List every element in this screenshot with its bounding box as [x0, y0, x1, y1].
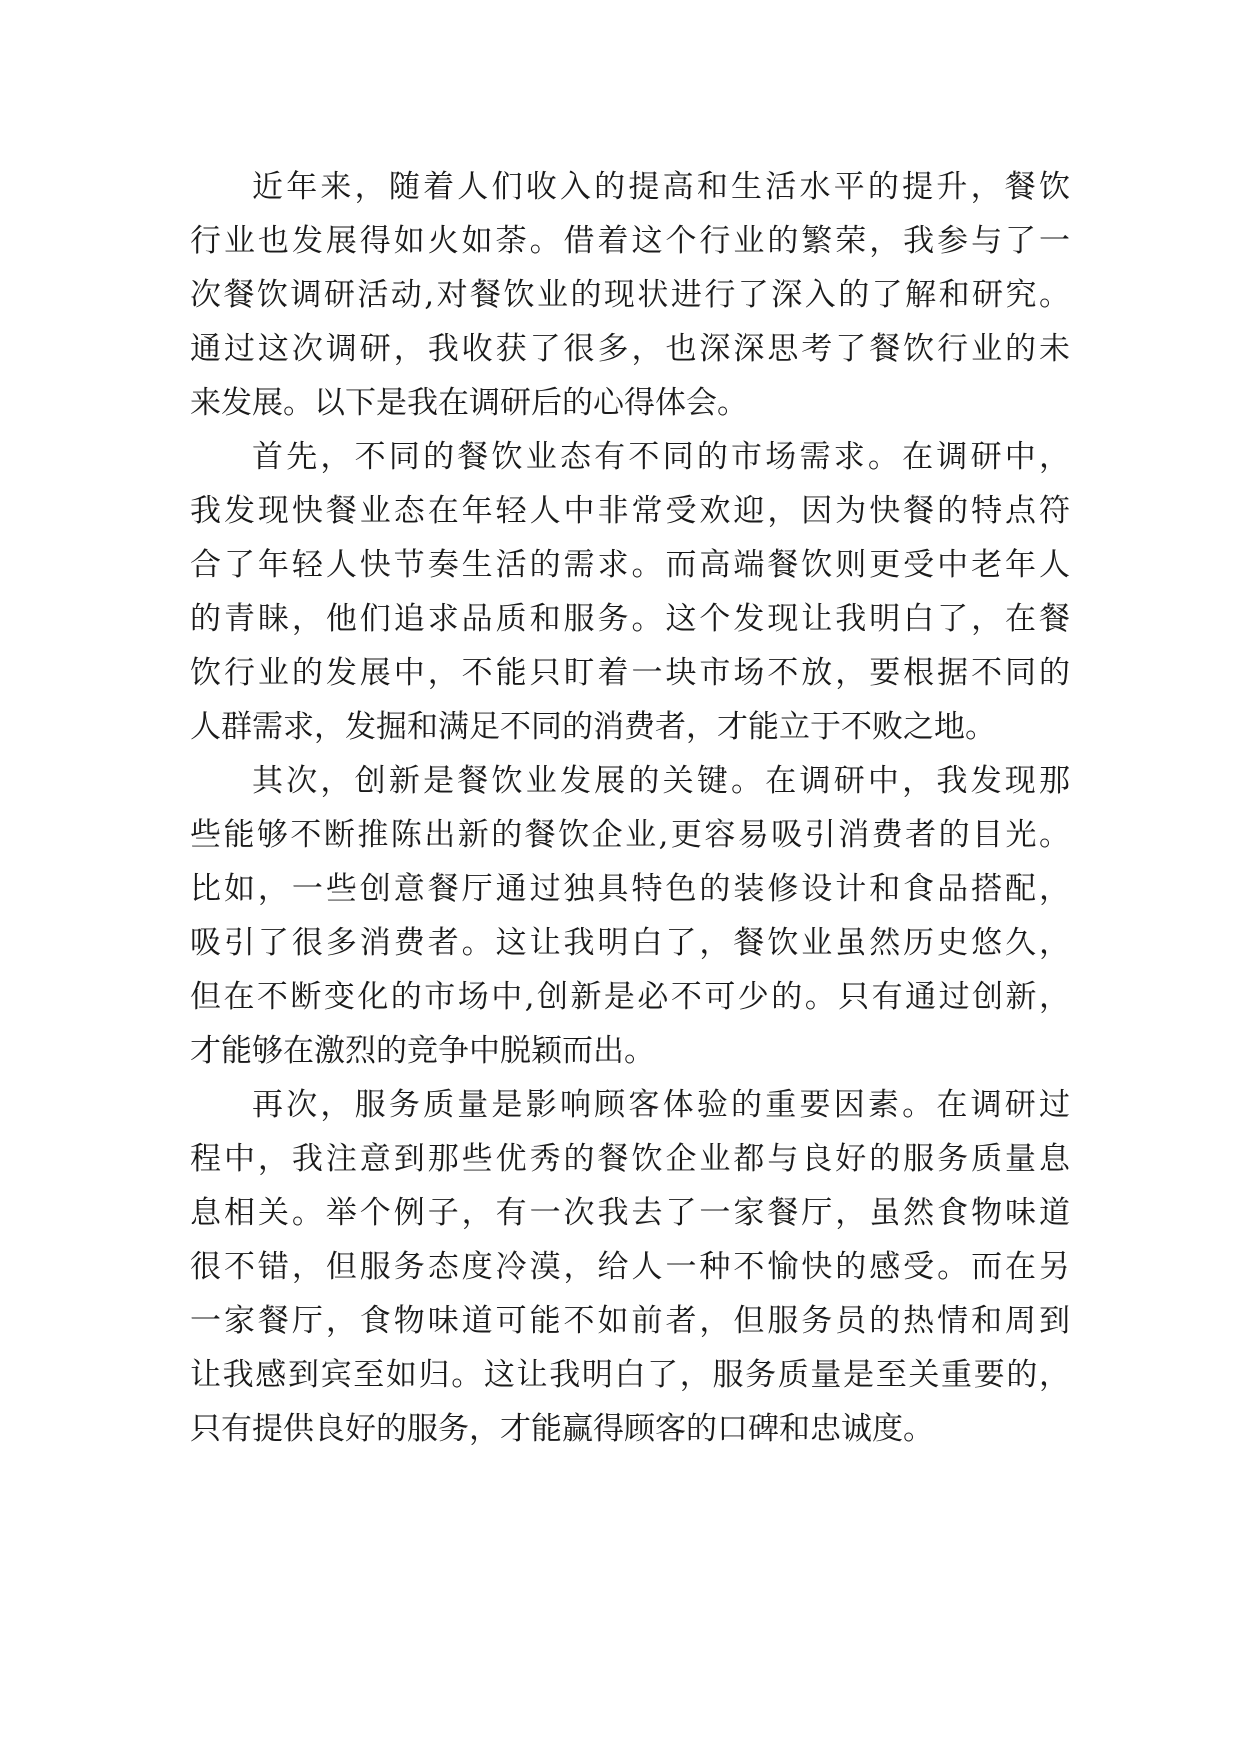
text-line: 息相关。举个例子，有一次我去了一家餐厅，虽然食物味道: [190, 1195, 1070, 1231]
text-line: 饮行业的发展中，不能只盯着一块市场不放，要根据不同的: [190, 655, 1070, 691]
text-line: 程中，我注意到那些优秀的餐饮企业都与良好的服务质量息: [190, 1141, 1070, 1177]
text-line: 再次，服务质量是影响顾客体验的重要因素。在调研过: [252, 1087, 1070, 1123]
text-line: 让我感到宾至如归。这让我明白了，服务质量是至关重要的，: [190, 1357, 1070, 1393]
text-line: 人群需求，发掘和满足不同的消费者，才能立于不败之地。: [190, 709, 996, 745]
document-body: [190, 160, 1070, 1456]
text-line: 些能够不断推陈出新的餐饮企业,更容易吸引消费者的目光。: [190, 817, 1070, 853]
text-line: 次餐饮调研活动,对餐饮业的现状进行了深入的了解和研究。: [190, 277, 1070, 313]
text-line: 来发展。以下是我在调研后的心得体会。: [190, 385, 748, 421]
text-line: 行业也发展得如火如荼。借着这个行业的繁荣，我参与了一: [190, 223, 1070, 259]
text-line: 的青睐，他们追求品质和服务。这个发现让我明白了，在餐: [190, 601, 1070, 637]
text-line: 只有提供良好的服务，才能赢得顾客的口碑和忠诚度。: [190, 1411, 934, 1447]
text-line: 我发现快餐业态在年轻人中非常受欢迎，因为快餐的特点符: [190, 493, 1070, 529]
text-line: 合了年轻人快节奏生活的需求。而高端餐饮则更受中老年人: [190, 547, 1070, 583]
text-line: 其次，创新是餐饮业发展的关键。在调研中，我发现那: [252, 763, 1070, 799]
text-line: 比如，一些创意餐厅通过独具特色的装修设计和食品搭配，: [190, 871, 1070, 907]
text-line: 近年来，随着人们收入的提高和生活水平的提升，餐饮: [252, 169, 1070, 205]
text-line: 一家餐厅，食物味道可能不如前者，但服务员的热情和周到: [190, 1303, 1070, 1339]
text-line: 首先，不同的餐饮业态有不同的市场需求。在调研中，: [252, 439, 1070, 475]
text-line: 但在不断变化的市场中,创新是必不可少的。只有通过创新，: [190, 979, 1070, 1015]
text-line: 吸引了很多消费者。这让我明白了，餐饮业虽然历史悠久，: [190, 925, 1070, 961]
text-line: 很不错，但服务态度冷漠，给人一种不愉快的感受。而在另: [190, 1249, 1070, 1285]
paragraph-intro: [190, 160, 1070, 430]
text-line: 通过这次调研，我收获了很多，也深深思考了餐饮行业的未: [190, 331, 1070, 367]
paragraph-first: [190, 430, 1070, 754]
paragraph-second: [190, 754, 1070, 1078]
paragraph-third: [190, 1078, 1070, 1456]
text-line: 才能够在激烈的竞争中脱颖而出。: [190, 1033, 655, 1069]
